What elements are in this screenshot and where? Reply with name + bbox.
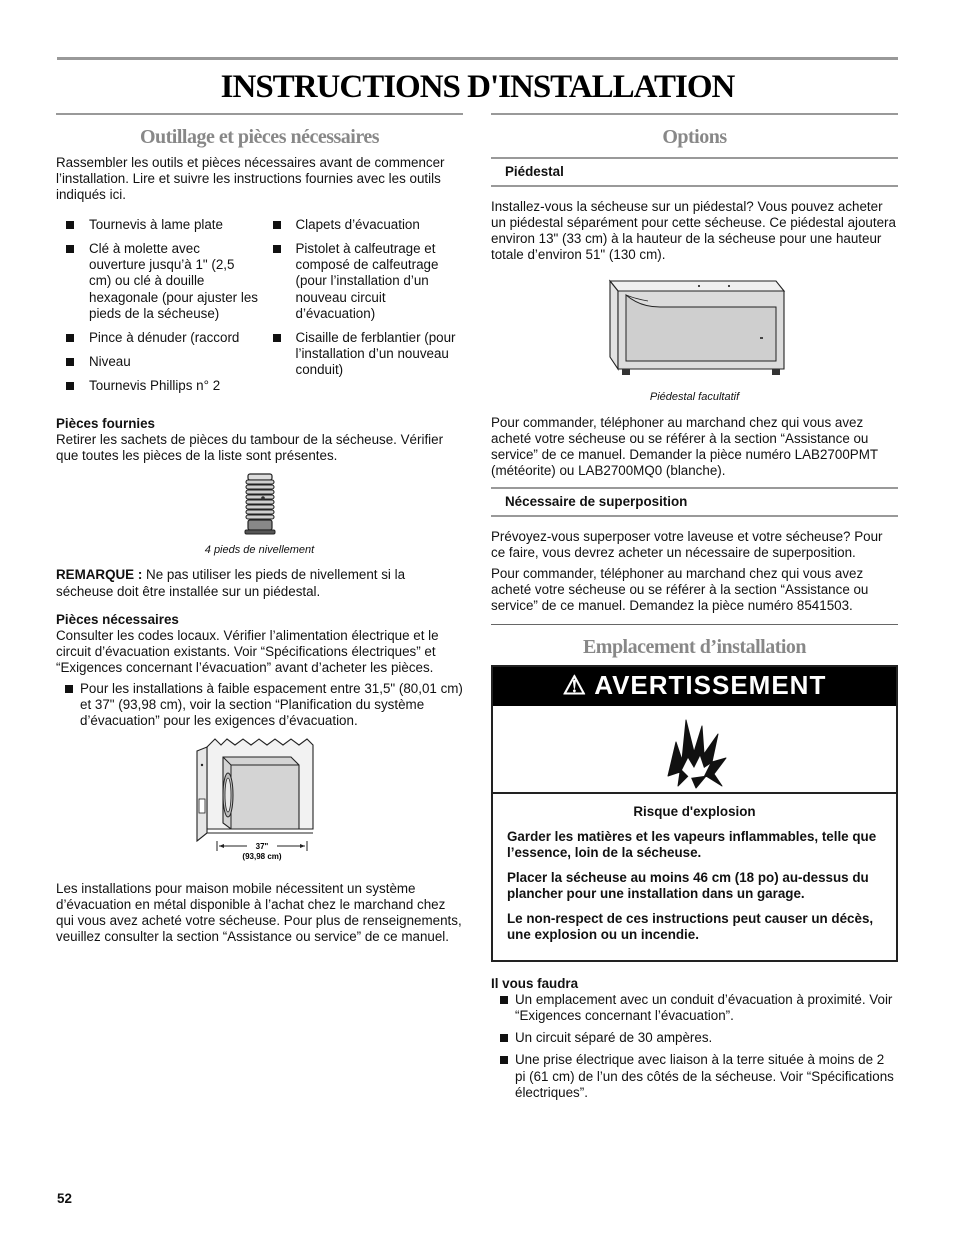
tools-list-col-2 [260, 217, 464, 402]
warning-paragraph: Le non-respect de ces instructions peut causer un décès, une explosion ou un incendie. [507, 911, 874, 943]
list-item: Une prise électrique avec liaison à la terre située à moins de 2 pi (61 cm) de l’un des côtés de la sécheuse. Voir “Spécifications électriques”. [491, 1052, 898, 1100]
note-label: REMARQUE : [56, 567, 143, 583]
section-rule [491, 113, 898, 115]
pedestal-heading: Piédestal [491, 157, 898, 187]
top-rule [57, 57, 898, 60]
stack-kit-text-1: Prévoyez-vous superposer votre laveuse et votre sécheuse? Pour ce faire, vous devrez acheter un nécessaire de superposition. [491, 529, 883, 561]
location-section-title: Emplacement d’installation [582, 636, 807, 659]
need-list [491, 992, 898, 1100]
pedestal-order-text: Pour commander, téléphoner au marchand chez qui vous avez acheté votre sécheuse ou se référer à la section “Assistance ou service” de ce manuel. Demander la pièce numéro LAB2700PMT (météorite) ou LAB2700MQ0 (blanche). [491, 414, 878, 478]
section-rule [56, 113, 463, 115]
pedestal-illustration [600, 273, 790, 383]
left-column [56, 113, 463, 951]
parts-supplied-text: Retirer les sachets de pièces du tambour de la sécheuse. Vérifier que toutes les pièces de la liste sont présentes. [56, 432, 444, 464]
list-item: Un circuit séparé de 30 ampères. [491, 1030, 898, 1046]
page-number: 52 [57, 1191, 72, 1206]
note [56, 567, 463, 599]
list-item: Cisaille de ferblantier (pour l’installation d’un nouveau conduit) [260, 330, 464, 378]
list-item: Pince à dénuder (raccord [56, 330, 260, 346]
feet-caption: 4 pieds de nivellement [204, 544, 315, 557]
parts-needed-text: Consulter les codes locaux. Vérifier l’alimentation électrique et le circuit d’évacuation existants. Voir “Spécifications électriques” et “Exigences concernant l’évacuation” avant d’acheter les pièces. [56, 627, 439, 675]
parts-needed-heading: Pièces nécessaires [56, 611, 179, 627]
tools-section-title: Outillage et pièces nécessaires [139, 126, 380, 148]
stack-kit-text-2: Pour commander, téléphoner au marchand chez qui vous avez acheté votre sécheuse ou se référer à la section “Assistance ou service” de ce manuel. Demandez la pièce numéro 8541503. [491, 566, 869, 614]
warning-triangle-icon: ⚠ [562, 670, 587, 701]
explosion-icon [660, 712, 730, 790]
warning-box [491, 665, 898, 962]
note-text: Ne pas utiliser les pieds de nivellement si la sécheuse doit être installée sur un piédestal. [56, 567, 406, 599]
stack-kit-heading: Nécessaire de superposition [491, 487, 898, 517]
dimension-label-metric: (93,98 cm) [241, 852, 282, 862]
mobile-home-text: Les installations pour maison mobile nécessitent un système d’évacuation en métal disponible à l’achat chez le marchand chez qui vous avez acheté votre sécheuse. Pour plus de renseignements, veuillez consulter la section “Assistance ou service” de ce manuel. [56, 881, 462, 945]
page-title: INSTRUCTIONS D'INSTALLATION [220, 69, 735, 105]
dimension-label: 37" [255, 842, 268, 852]
dryer-clearance-illustration [195, 737, 325, 865]
list-item: Tournevis à lame plate [56, 217, 260, 233]
section-rule [491, 624, 898, 625]
list-item: Pour les installations à faible espacement entre 31,5" (80,01 cm) et 37" (93,98 cm), voir la section “Planification du système d’évacuation” pour les exigences d’évacuation. [56, 681, 463, 729]
warning-risk: Risque d'explosion [633, 803, 756, 819]
warning-paragraph: Placer la sécheuse au moins 46 cm (18 po) au-dessus du plancher pour une installation dans un garage. [507, 869, 869, 901]
pedestal-caption: Piédestal facultatif [649, 391, 740, 404]
right-column [491, 113, 898, 1107]
list-item: Un emplacement avec un conduit d’évacuation à proximité. Voir “Exigences concernant l’évacuation”. [491, 992, 898, 1024]
leveling-foot-icon [242, 472, 278, 536]
list-item: Niveau [56, 354, 260, 370]
options-section-title: Options [662, 126, 727, 148]
warning-text [493, 794, 896, 961]
pedestal-figure [491, 273, 898, 404]
list-item: Clé à molette avec ouverture jusqu’à 1" (2,5 cm) ou clé à douille hexagonale (pour ajuster les pieds de la sécheuse) [56, 241, 260, 321]
list-item: Pistolet à calfeutrage et composé de calfeutrage (pour l’installation d’un nouveau circuit d’évacuation) [260, 241, 464, 321]
list-item: Clapets d’évacuation [260, 217, 464, 233]
parts-needed-list [56, 681, 463, 729]
explosion-figure [493, 706, 896, 794]
leveling-foot-figure [56, 472, 463, 557]
warning-paragraph: Garder les matières et les vapeurs inflammables, telle que l’essence, loin de la sécheuse. [507, 828, 877, 860]
warning-title: AVERTISSEMENT [594, 670, 827, 701]
parts-supplied-heading: Pièces fournies [56, 415, 155, 431]
clearance-figure [56, 737, 463, 869]
need-heading: Il vous faudra [491, 976, 579, 992]
tools-list-col-1 [56, 217, 260, 402]
list-item: Tournevis Phillips n° 2 [56, 378, 260, 394]
warning-header [493, 667, 896, 705]
tools-list [56, 217, 463, 402]
pedestal-text: Installez-vous la sécheuse sur un piédestal? Vous pouvez acheter un piédestal séparément pour cette sécheuse. Ce piédestal ajoutera environ 13" (33 cm) à la hauteur de la sécheuse pour une hauteur totale d’environ 51" (130 cm). [491, 199, 896, 263]
tools-intro: Rassembler les outils et pièces nécessaires avant de commencer l’installation. Lire et suivre les instructions fournies avec les outils indiqués ici. [56, 155, 445, 203]
